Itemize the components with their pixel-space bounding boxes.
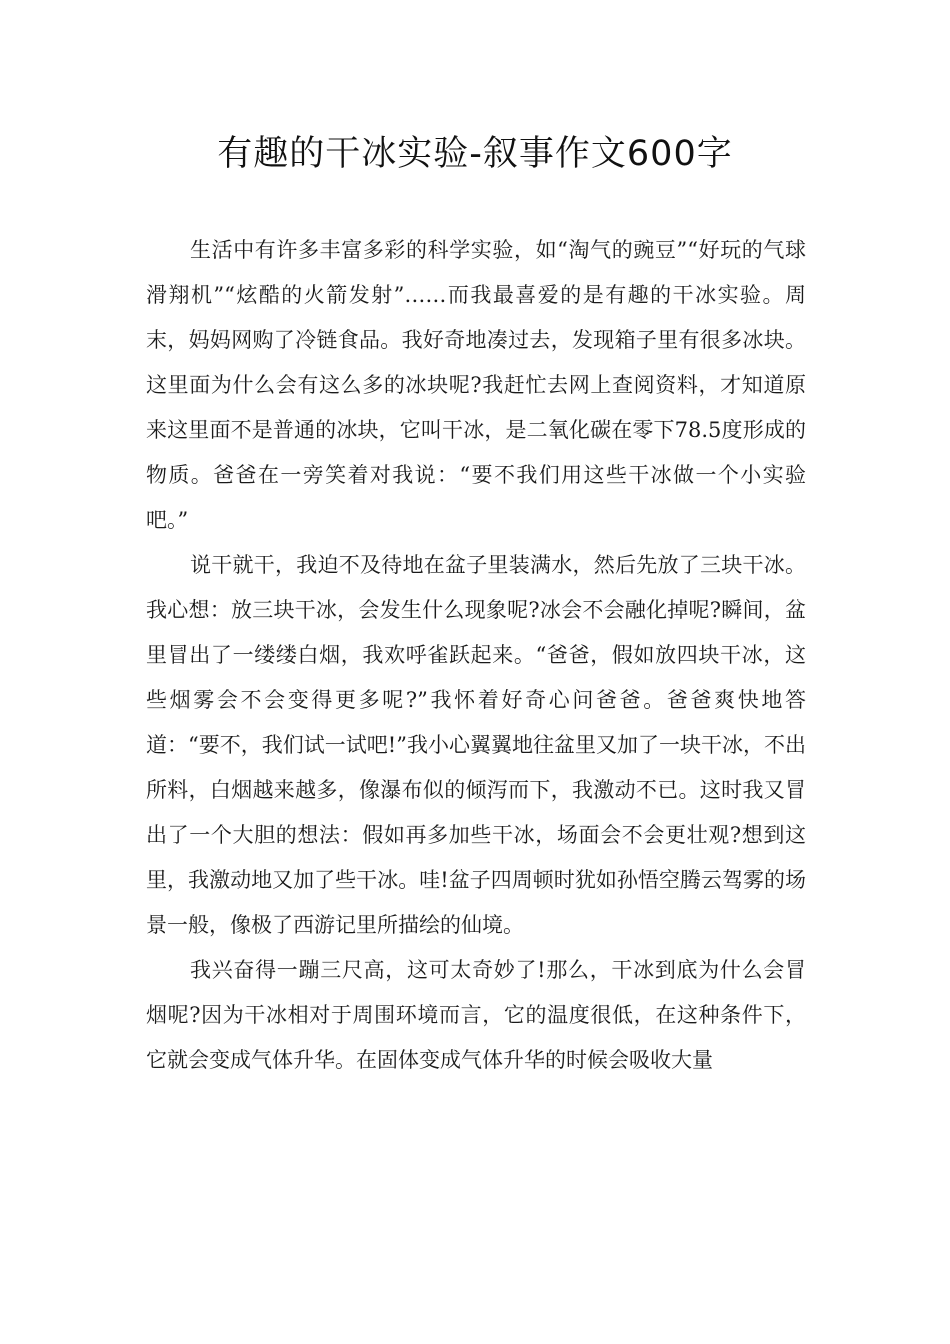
paragraph-2: 说干就干，我迫不及待地在盆子里装满水，然后先放了三块干冰。我心想：放三块干冰，会发生什么现象呢?冰会不会融化掉呢?瞬间，盆里冒出了一缕缕白烟，我欢呼雀跃起来。“爸爸，假如放四块干冰，这些烟雾会不会变得更多呢?”我怀着好奇心问爸爸。爸爸爽快地答道：“要不，我们试一试吧!”我小心翼翼地往盆里又加了一块干冰，不出所料，白烟越来越多，像瀑布似的倾泻而下，我激动不已。这时我又冒出了一个大胆的想法：假如再多加些干冰，场面会不会更壮观?想到这里，我激动地又加了些干冰。哇!盆子四周顿时犹如孙悟空腾云驾雾的场景一般，像极了西游记里所描绘的仙境。 bbox=[146, 553, 806, 937]
document-body bbox=[146, 228, 806, 1083]
paragraph-3: 我兴奋得一蹦三尺高，这可太奇妙了!那么，干冰到底为什么会冒烟呢?因为干冰相对于周围环境而言，它的温度很低，在这种条件下，它就会变成气体升华。在固体变成气体升华的时候会吸收大量 bbox=[146, 958, 806, 1072]
paragraph-1: 生活中有许多丰富多彩的科学实验，如“淘气的豌豆”“好玩的气球滑翔机”“炫酷的火箭发射”……而我最喜爱的是有趣的干冰实验。周末，妈妈网购了冷链食品。我好奇地凑过去，发现箱子里有很多冰块。这里面为什么会有这么多的冰块呢?我赶忙去网上查阅资料，才知道原来这里面不是普通的冰块，它叫干冰，是二氧化碳在零下78.5度形成的物质。爸爸在一旁笑着对我说：“要不我们用这些干冰做一个小实验吧。” bbox=[146, 238, 806, 532]
document-title: 有趣的干冰实验-叙事作文600字 bbox=[217, 134, 733, 174]
